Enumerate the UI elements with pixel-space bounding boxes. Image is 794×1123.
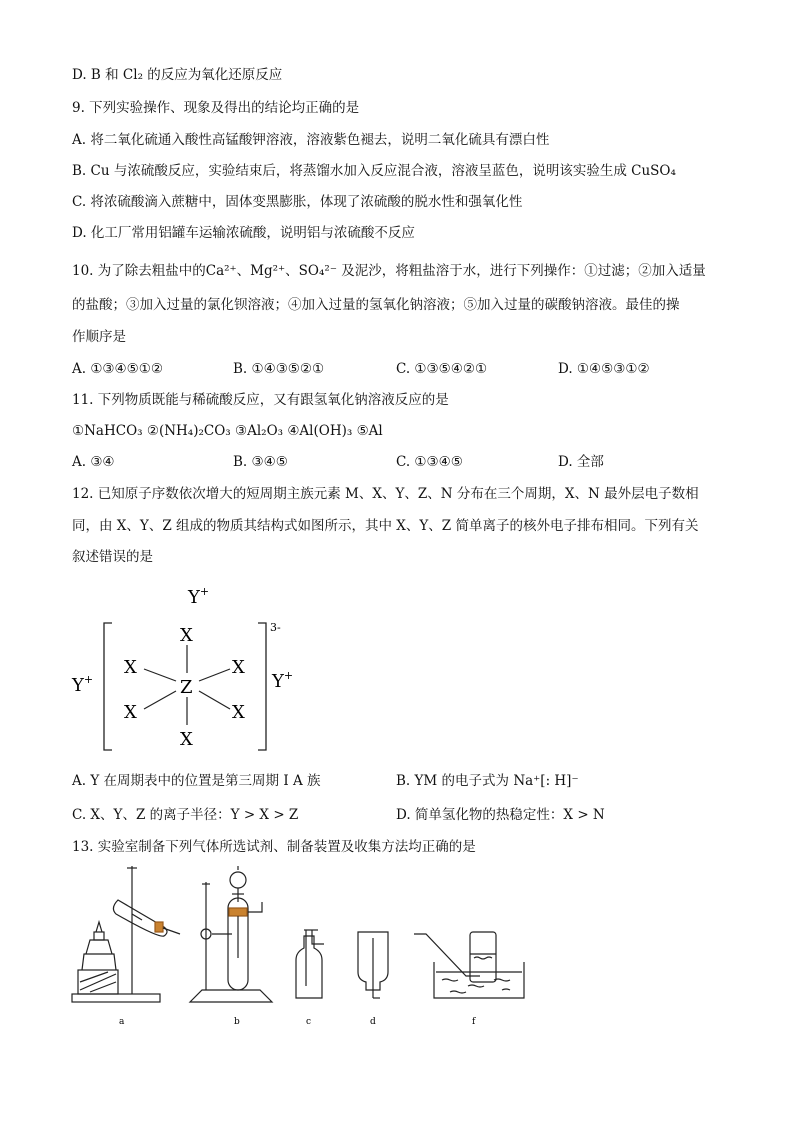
bond-upper-left bbox=[144, 669, 176, 681]
q12-option-d: D. 简单氢化物的热稳定性：X > N bbox=[396, 807, 605, 823]
ligand-lower-left: X bbox=[124, 702, 137, 723]
apparatus-figure bbox=[62, 862, 542, 1032]
ligand-upper-right: X bbox=[232, 657, 245, 678]
q12-stem-line1: 12. 已知原子序数依次增大的短周期主族元素 M、X、Y、Z、N 分布在三个周期，X、N 最外层电子数相 bbox=[72, 486, 699, 502]
q11-option-d: D. 全部 bbox=[558, 454, 604, 470]
q10-option-a: A. ①③④⑤①② bbox=[72, 361, 163, 377]
label-b: b bbox=[234, 1017, 240, 1027]
q12-option-b: B. YM 的电子式为 Na⁺[: H]⁻ bbox=[396, 773, 579, 789]
apparatus-c-gas-bottle bbox=[296, 930, 324, 998]
q10-stem-line3: 作顺序是 bbox=[72, 329, 126, 345]
cation-left: Y+ bbox=[72, 673, 94, 696]
ligand-upper-left: X bbox=[124, 657, 137, 678]
q10-stem-line1: 10. 为了除去粗盐中的Ca²⁺、Mg²⁺、SO₄²⁻ 及泥沙，将粗盐溶于水，进行下列操作：①过滤；②加入适量 bbox=[72, 263, 706, 279]
ligand-lower-right: X bbox=[232, 702, 245, 723]
q10-option-d: D. ①④⑤③①② bbox=[558, 361, 650, 377]
left-bracket bbox=[104, 623, 112, 750]
structure-formula-diagram bbox=[60, 575, 320, 765]
q11-items: ①NaHCO₃ ②(NH₄)₂CO₃ ③Al₂O₃ ④Al(OH)₃ ⑤Al bbox=[72, 423, 383, 439]
label-c: c bbox=[306, 1017, 312, 1027]
label-a: a bbox=[119, 1017, 125, 1027]
q11-option-a: A. ③④ bbox=[72, 454, 115, 470]
apparatus-d-inverted-bottle bbox=[358, 932, 388, 998]
q12-stem-line2: 同，由 X、Y、Z 组成的物质其结构式如图所示，其中 X、Y、Z 简单离子的核外电子排布相同。下列有关 bbox=[72, 518, 699, 534]
q9-option-d: D. 化工厂常用铝罐车运输浓硫酸，说明铝与浓硫酸不反应 bbox=[72, 225, 415, 241]
apparatus-f-water-trough bbox=[414, 932, 524, 998]
apparatus-b-flask-funnel bbox=[190, 866, 272, 1002]
q9-option-a: A. 将二氧化硫通入酸性高锰酸钾溶液，溶液紫色褪去，说明二氧化硫具有漂白性 bbox=[72, 132, 550, 148]
cation-right: Y+ bbox=[272, 669, 294, 692]
bond-upper-right bbox=[199, 669, 230, 681]
apparatus-a-solid-heating bbox=[72, 866, 180, 1002]
q12-option-a: A. Y 在周期表中的位置是第三周期 I A 族 bbox=[72, 773, 321, 789]
q8-option-d: D. B 和 Cl₂ 的反应为氧化还原反应 bbox=[72, 67, 283, 83]
complex-charge: 3- bbox=[270, 621, 281, 634]
q11-option-c: C. ①③④⑤ bbox=[396, 454, 463, 470]
q11-option-b: B. ③④⑤ bbox=[233, 454, 288, 470]
ligand-bottom: X bbox=[180, 729, 193, 750]
q13-stem: 13. 实验室制备下列气体所选试剂、制备装置及收集方法均正确的是 bbox=[72, 839, 476, 855]
q10-option-c: C. ①③⑤④②① bbox=[396, 361, 488, 377]
q9-stem: 9. 下列实验操作、现象及得出的结论均正确的是 bbox=[72, 100, 360, 116]
q12-option-c: C. X、Y、Z 的离子半径：Y > X > Z bbox=[72, 807, 299, 823]
label-f: f bbox=[472, 1017, 476, 1027]
label-d: d bbox=[370, 1017, 376, 1027]
right-bracket bbox=[258, 623, 266, 750]
center-atom: Z bbox=[180, 677, 193, 698]
q11-stem: 11. 下列物质既能与稀硫酸反应，又有跟氢氧化钠溶液反应的是 bbox=[72, 392, 449, 408]
cation-top: Y+ bbox=[188, 585, 210, 608]
q12-stem-line3: 叙述错误的是 bbox=[72, 549, 153, 565]
q10-stem-line2: 的盐酸；③加入过量的氯化钡溶液；④加入过量的氢氧化钠溶液；⑤加入过量的碳酸钠溶液。最佳的操 bbox=[72, 297, 680, 313]
bond-lower-left bbox=[144, 691, 176, 709]
q9-option-c: C. 将浓硫酸滴入蔗糖中，固体变黑膨胀，体现了浓硫酸的脱水性和强氧化性 bbox=[72, 194, 523, 210]
q10-option-b: B. ①④③⑤②① bbox=[233, 361, 325, 377]
bond-lower-right bbox=[199, 691, 230, 709]
q9-option-b: B. Cu 与浓硫酸反应，实验结束后，将蒸馏水加入反应混合液，溶液呈蓝色，说明该实验生成 CuSO₄ bbox=[72, 163, 676, 179]
ligand-top: X bbox=[180, 625, 193, 646]
